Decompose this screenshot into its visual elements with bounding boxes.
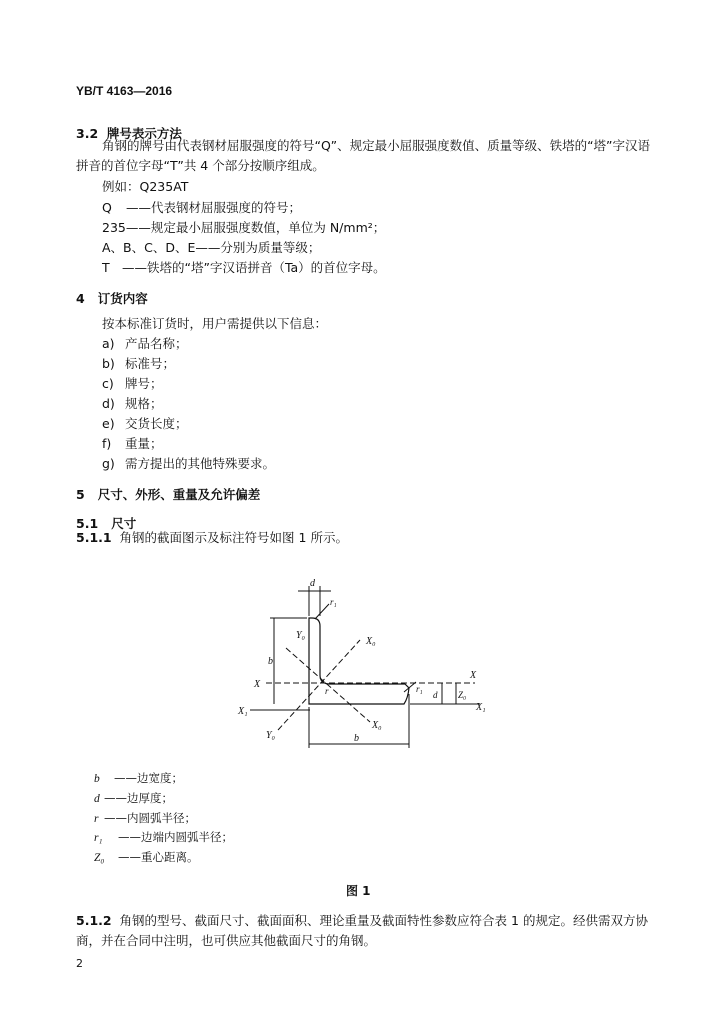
label-x-right: X [470, 670, 477, 681]
list-text: 规格； [125, 396, 163, 411]
definition-row [102, 198, 301, 218]
list-item [102, 374, 163, 394]
label-x0-bottom: X₀ [372, 720, 382, 731]
label-d: d [310, 578, 315, 589]
legend-row [94, 810, 196, 826]
section-4-heading [76, 289, 148, 307]
legend-symbol: Z₀ [94, 852, 105, 864]
paragraph-line: 按本标准订货时，用户需提供以下信息： [102, 316, 328, 331]
definition-symbol: 235 [102, 220, 126, 235]
figure-caption: 图 1 [346, 884, 371, 898]
list-item [102, 334, 188, 354]
section-title: 尺寸 [111, 516, 137, 531]
definition-text: ——铁塔的“塔”字汉语拼音（Ta）的首位字母。 [122, 260, 386, 275]
label-y0-top: Y₀ [296, 630, 306, 641]
label-x0-top: X₀ [366, 636, 376, 647]
clause-number: 5.1.2 [76, 913, 112, 928]
list-text: 标准号； [125, 356, 176, 371]
list-text: 需方提出的其他特殊要求。 [125, 456, 276, 471]
label-x-left: X [254, 679, 261, 690]
list-text: 交货长度； [125, 416, 188, 431]
list-mark: b) [102, 356, 115, 371]
legend-text: ——内圆弧半径； [104, 811, 196, 825]
section-number: 5 [76, 487, 85, 502]
label-r1-top: r₁ [330, 597, 337, 607]
legend-row [94, 849, 199, 865]
section-number: 4 [76, 291, 85, 306]
label-y0-bottom: Y₀ [266, 730, 276, 741]
label-z0: Z₀ [458, 690, 467, 700]
label-b-horizontal: b [354, 733, 359, 744]
legend-row [94, 770, 183, 786]
definition-symbol: T [102, 260, 110, 275]
list-item [102, 434, 163, 454]
axis-line [278, 640, 360, 730]
label-d-right: d [433, 690, 438, 700]
paragraph-line: 拼音的首位字母“T”共 4 个部分按顺序组成。 [76, 158, 325, 173]
section-title: 尺寸、外形、重量及允许偏差 [97, 487, 261, 502]
list-mark: c) [102, 376, 114, 391]
legend-text: ——边宽度； [114, 771, 183, 785]
list-item [102, 414, 188, 434]
label-r1-right: r₁ [416, 684, 423, 694]
legend-text: ——边厚度； [104, 791, 173, 805]
definition-row [102, 258, 386, 278]
label-b-vertical: b [268, 656, 273, 667]
list-mark: e) [102, 416, 115, 431]
list-mark: d) [102, 396, 115, 411]
paragraph-line: 商，并在合同中注明，也可供应其他截面尺寸的角钢。 [76, 933, 377, 948]
example-line: 例如：Q235AT [102, 179, 189, 194]
legend-row [94, 829, 233, 845]
axis-line [286, 648, 370, 722]
legend-symbol: r₁ [94, 832, 103, 844]
definition-text: ——代表钢材屈服强度的符号； [126, 200, 302, 215]
label-r: r [325, 686, 329, 696]
paragraph-line [76, 911, 648, 931]
list-mark: g) [102, 456, 115, 471]
legend-symbol: r [94, 813, 99, 825]
definition-symbol: Q [102, 200, 112, 215]
legend-text: ——边端内圆弧半径； [118, 830, 233, 844]
list-text: 重量； [125, 436, 163, 451]
list-item [102, 454, 275, 474]
paragraph-line [76, 528, 348, 548]
label-x1-right: X₁ [476, 702, 486, 713]
list-text: 产品名称； [125, 336, 188, 351]
section-title: 牌号表示方法 [106, 126, 182, 141]
page-number: 2 [76, 957, 83, 970]
list-mark: a) [102, 336, 115, 351]
list-item [102, 354, 175, 374]
definition-symbol: A、B、C、D、E [102, 240, 196, 255]
section-number: 3.2 [76, 126, 99, 141]
clause-number: 5.1.1 [76, 530, 112, 545]
legend-symbol: d [94, 793, 100, 805]
clause-text: 角钢的型号、截面尺寸、截面面积、理论重量及截面特性参数应符合表 1 的规定。经供需双方协 [119, 913, 648, 928]
leader-line [315, 604, 329, 619]
legend-symbol: b [94, 773, 100, 785]
list-item [102, 394, 163, 414]
definition-row [102, 238, 320, 258]
label-x1-left: X₁ [238, 706, 248, 717]
section-number: 5.1 [76, 516, 99, 531]
definition-row [102, 218, 385, 238]
section-5-heading [76, 485, 260, 503]
angle-section-figure [230, 572, 500, 752]
definition-text: ——分别为质量等级； [195, 240, 321, 255]
legend-row [94, 790, 173, 806]
angle-profile [309, 618, 409, 704]
section-title: 订货内容 [97, 291, 148, 306]
standard-code: YB/T 4163—2016 [76, 84, 173, 98]
clause-text: 角钢的截面图示及标注符号如图 1 所示。 [119, 530, 348, 545]
legend-text: ——重心距离。 [118, 850, 199, 864]
paragraph-line: 角钢的牌号由代表钢材屈服强度的符号“Q”、规定最小屈服强度数值、质量等级、铁塔的“塔”字汉语 [102, 138, 651, 153]
definition-text: ——规定最小屈服强度数值，单位为 N/mm²； [125, 220, 386, 235]
list-mark: f) [102, 436, 112, 451]
list-text: 牌号； [125, 376, 163, 391]
